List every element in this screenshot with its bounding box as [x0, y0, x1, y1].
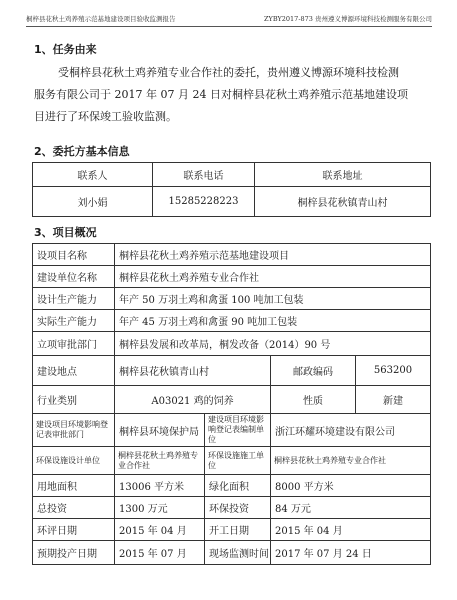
- client-info-table: [32, 162, 431, 217]
- contact-phone: 15285228223: [153, 187, 255, 217]
- cell-value: 桐梓县花秋镇青山村: [115, 356, 271, 386]
- table-row: [33, 519, 431, 541]
- cell-value: 浙江环耀环境建设有限公司: [271, 414, 431, 447]
- header-company: ZYBY2017-873 贵州遵义博源环境科技检测服务有限公司: [264, 15, 432, 23]
- section3-title: 3、项目概况: [34, 226, 97, 239]
- table-row: [33, 386, 431, 414]
- cell-label: 预期投产日期: [33, 541, 115, 565]
- cell-label: 环保设施设计单位: [33, 447, 115, 475]
- table-row: [33, 356, 431, 386]
- cell-label: 设计生产能力: [33, 288, 115, 310]
- cell-value: 年产 45 万羽土鸡和禽蛋 90 吨加工包装: [115, 310, 431, 332]
- cell-value: A03021 鸡的饲养: [115, 386, 271, 414]
- contact-name: 刘小娟: [33, 187, 153, 217]
- cell-label: 现场监测时间: [205, 541, 271, 565]
- cell-label: 环评日期: [33, 519, 115, 541]
- cell-label: 建设项目环境影响登记表审批部门: [33, 414, 115, 447]
- table-row: [33, 541, 431, 565]
- cell-value: 563200: [356, 356, 431, 386]
- cell-value: 桐梓县花秋土鸡养殖专业合作社: [271, 447, 431, 475]
- cell-value: 8000 平方米: [271, 475, 431, 497]
- cell-value: 桐梓县花秋土鸡养殖示范基地建设项目: [115, 244, 431, 266]
- cell-value: 13006 平方米: [115, 475, 205, 497]
- cell-value: 2015 年 07 月: [115, 541, 205, 565]
- cell-label: 总投资: [33, 497, 115, 519]
- cell-label: 环保设施施工单位: [205, 447, 271, 475]
- contact-address: 桐梓县花秋镇青山村: [255, 187, 431, 217]
- header-phone: 联系电话: [153, 163, 255, 187]
- table-row: [33, 266, 431, 288]
- table-row: [33, 332, 431, 356]
- header-report-title: 桐梓县花秋土鸡养殖示范基地建设项目验收监测报告: [26, 15, 176, 23]
- cell-label: 立项审批部门: [33, 332, 115, 356]
- cell-value: 新建: [356, 386, 431, 414]
- cell-label: 性质: [271, 386, 356, 414]
- cell-value: 1300 万元: [115, 497, 205, 519]
- cell-label: 行业类别: [33, 386, 115, 414]
- cell-value: 桐梓县花秋土鸡养殖专业合作社: [115, 266, 431, 288]
- cell-label: 建设项目环境影响登记表编制单位: [205, 414, 271, 447]
- section1-title: 1、任务由来: [34, 43, 97, 56]
- table-row: [33, 447, 431, 475]
- cell-value: 84 万元: [271, 497, 431, 519]
- paragraph-line: 服务有限公司于 2017 年 07 月 24 日对桐梓县花秋土鸡养殖示范基地建设项: [34, 88, 408, 101]
- table-row: [33, 310, 431, 332]
- cell-label: 邮政编码: [271, 356, 356, 386]
- cell-label: 设项目名称: [33, 244, 115, 266]
- cell-value: 桐梓县环境保护局: [115, 414, 205, 447]
- section2-title: 2、委托方基本信息: [34, 145, 130, 158]
- paragraph-line: 受桐梓县花秋土鸡养殖专业合作社的委托，贵州遵义博源环境科技检测: [58, 66, 399, 79]
- project-overview-table: [32, 243, 431, 565]
- table-row: [33, 475, 431, 497]
- cell-value: 2015 年 04 月: [115, 519, 205, 541]
- cell-value: 桐梓县发展和改革局，桐发改备（2014）90 号: [115, 332, 431, 356]
- section1-paragraph: [34, 62, 426, 128]
- cell-label: 开工日期: [205, 519, 271, 541]
- table-row: [33, 497, 431, 519]
- cell-label: 环保投资: [205, 497, 271, 519]
- paragraph-line: 目进行了环保竣工验收监测。: [34, 110, 177, 123]
- cell-label: 建设地点: [33, 356, 115, 386]
- table-row: [33, 414, 431, 447]
- cell-label: 建设单位名称: [33, 266, 115, 288]
- table-row: [33, 288, 431, 310]
- cell-label: 实际生产能力: [33, 310, 115, 332]
- table-row: [33, 244, 431, 266]
- table-row: [33, 187, 431, 217]
- cell-label: 绿化面积: [205, 475, 271, 497]
- cell-value: 桐梓县花秋土鸡养殖专业合作社: [115, 447, 205, 475]
- cell-label: 用地面积: [33, 475, 115, 497]
- cell-value: 年产 50 万羽土鸡和禽蛋 100 吨加工包装: [115, 288, 431, 310]
- cell-value: 2017 年 07 月 24 日: [271, 541, 431, 565]
- page-header: [26, 8, 432, 27]
- table-row: [33, 163, 431, 187]
- header-contact: 联系人: [33, 163, 153, 187]
- header-address: 联系地址: [255, 163, 431, 187]
- cell-value: 2015 年 04 月: [271, 519, 431, 541]
